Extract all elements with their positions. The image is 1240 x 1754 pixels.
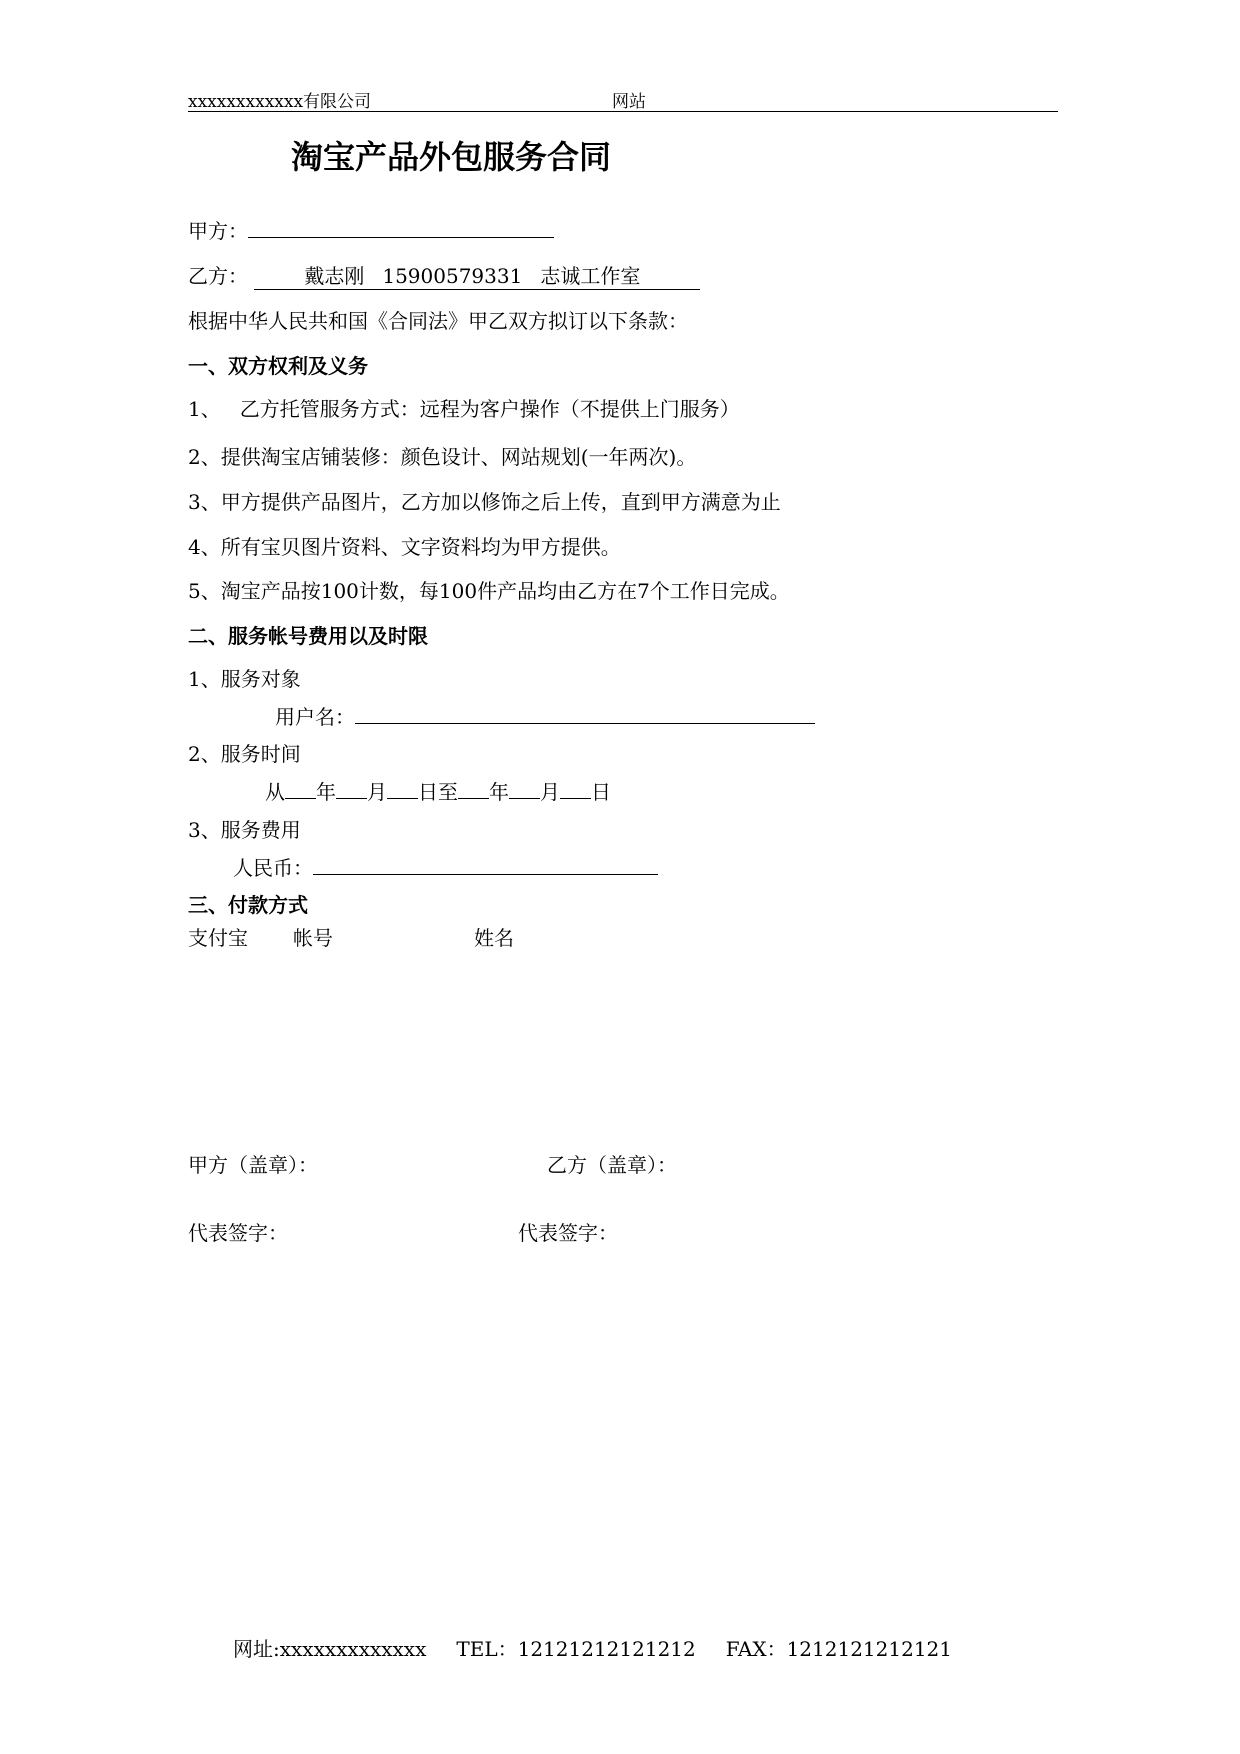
party-b-fill [254, 260, 700, 290]
end-day-blank [560, 780, 591, 799]
header-company: xxxxxxxxxxxx有限公司 [188, 92, 372, 112]
footer-website: 网址:xxxxxxxxxxxxx [233, 1637, 427, 1661]
end-month-blank [509, 780, 540, 799]
party-b-name: 戴志刚 [304, 264, 365, 288]
service-time-label: 2、服务时间 [188, 742, 301, 766]
day-label: 日 [591, 780, 611, 804]
section1-item: 2、提供淘宝店铺装修：颜色设计、网站规划(一年两次)。 [188, 445, 697, 469]
service-fee-label: 3、服务费用 [188, 818, 301, 842]
section1-item: 3、甲方提供产品图片，乙方加以修饰之后上传，直到甲方满意为止 [188, 490, 781, 514]
document-title: 淘宝产品外包服务合同 [291, 138, 612, 176]
username-line [275, 701, 815, 730]
service-date-range [265, 776, 611, 805]
footer [233, 1633, 952, 1662]
section1-item: 1、 乙方托管服务方式：远程为客户操作（不提供上门服务） [188, 397, 740, 421]
day-to-label: 日至 [418, 780, 458, 804]
year-label: 年 [489, 780, 509, 804]
section1-heading: 一、双方权利及义务 [188, 354, 368, 378]
month-label: 月 [367, 780, 387, 804]
section1-item: 4、所有宝贝图片资料、文字资料均为甲方提供。 [188, 535, 621, 559]
rmb-label: 人民币： [233, 856, 313, 880]
party-b-label: 乙方： [188, 264, 248, 288]
start-day-blank [387, 780, 418, 799]
party-a-line [188, 215, 554, 244]
rmb-blank [313, 856, 658, 875]
account-label: 帐号 [293, 926, 333, 950]
party-b-studio: 志诚工作室 [540, 264, 641, 288]
party-b-phone: 15900579331 [382, 264, 523, 288]
party-a-label: 甲方： [188, 219, 248, 243]
section1-item: 5、淘宝产品按100计数，每100件产品均由乙方在7个工作日完成。 [188, 579, 790, 603]
party-a-seal: 甲方（盖章）： [188, 1153, 318, 1177]
username-blank [355, 705, 815, 724]
party-b-representative: 代表签字： [518, 1221, 618, 1245]
year-label: 年 [316, 780, 336, 804]
rmb-line [233, 852, 658, 881]
header-site: 网站 [612, 92, 646, 112]
party-b-seal: 乙方（盖章）： [547, 1153, 677, 1177]
header-divider [188, 111, 1058, 112]
month-label: 月 [540, 780, 560, 804]
party-a-blank [248, 219, 554, 238]
start-month-blank [336, 780, 367, 799]
end-year-blank [458, 780, 489, 799]
footer-tel: TEL：12121212121212 [456, 1637, 696, 1661]
section3-heading: 三、付款方式 [188, 893, 308, 917]
party-b-line [188, 260, 700, 290]
intro-text: 根据中华人民共和国《合同法》甲乙双方拟订以下条款： [188, 309, 688, 333]
section2-heading: 二、服务帐号费用以及时限 [188, 624, 428, 648]
date-from-label: 从 [265, 780, 285, 804]
service-target-label: 1、服务对象 [188, 667, 301, 691]
alipay-label: 支付宝 [188, 926, 248, 950]
username-label: 用户名： [275, 705, 355, 729]
footer-fax: FAX：1212121212121 [725, 1637, 952, 1661]
party-a-representative: 代表签字： [188, 1221, 288, 1245]
name-label: 姓名 [474, 926, 514, 950]
start-year-blank [285, 780, 316, 799]
